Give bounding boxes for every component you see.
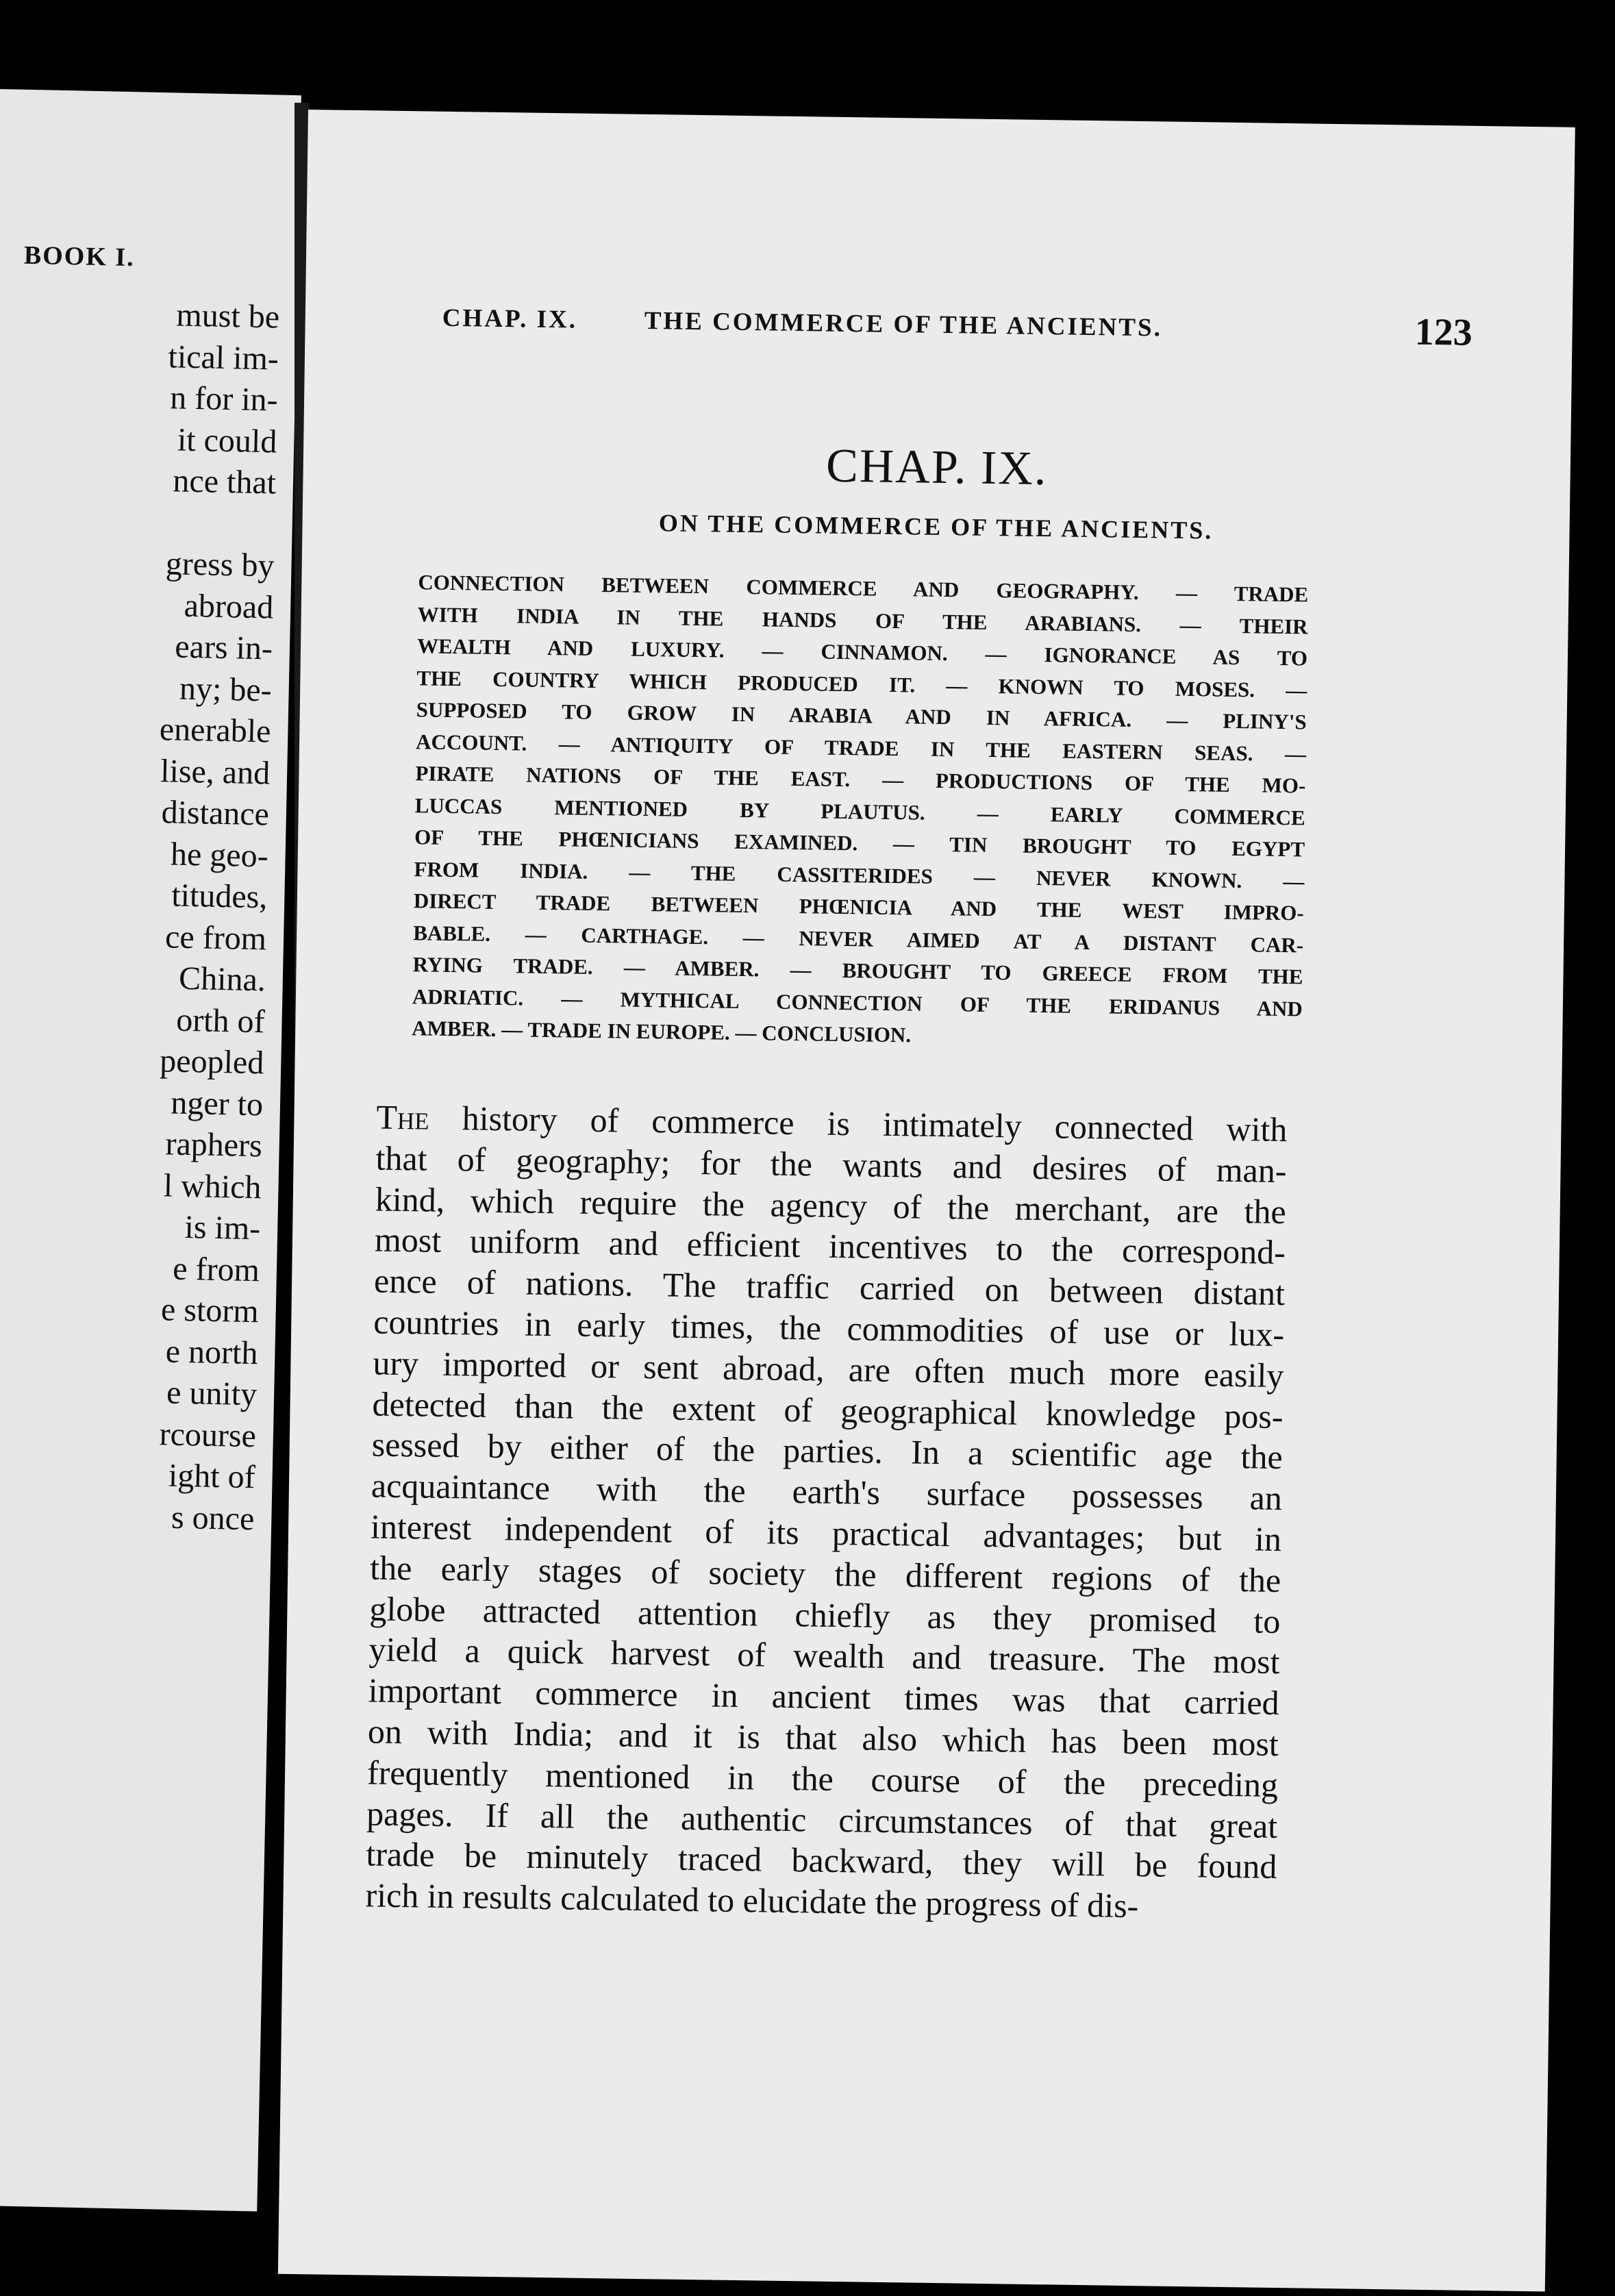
right-page bbox=[278, 110, 1575, 2292]
chapter-subtitle: ON THE COMMERCE OF THE ANCIENTS. bbox=[658, 509, 1214, 545]
left-page-line: e from bbox=[172, 1250, 260, 1288]
left-page-line: e unity bbox=[166, 1374, 258, 1413]
body-line: countries in early times, the commodities of use or lux- bbox=[373, 1302, 1285, 1354]
synopsis-line: RYING TRADE. — AMBER. — BROUGHT TO GREECE FROM THE bbox=[412, 952, 1303, 989]
running-head-title: THE COMMERCE OF THE ANCIENTS. bbox=[644, 306, 1163, 342]
body-line: sessed by either of the parties. In a scientific age the bbox=[371, 1425, 1284, 1477]
synopsis-line: PIRATE NATIONS OF THE EAST. — PRODUCTIONS OF THE MO- bbox=[415, 761, 1306, 798]
left-page-line: titudes, bbox=[171, 877, 268, 916]
left-page-line: e storm bbox=[160, 1291, 260, 1330]
left-page-line: peopled bbox=[159, 1043, 264, 1082]
left-page-line: nce that bbox=[172, 462, 277, 501]
page-number: 123 bbox=[1414, 310, 1473, 354]
body-line: interest independent of its practical advantages; but in bbox=[370, 1507, 1282, 1559]
left-page-line: rcourse bbox=[159, 1415, 257, 1454]
synopsis-line: BABLE. — CARTHAGE. — NEVER AIMED AT A DISTANT CAR- bbox=[412, 920, 1304, 957]
left-page-line: l which bbox=[163, 1166, 262, 1206]
body-line: yield a quick harvest of wealth and treasure. The most bbox=[368, 1630, 1280, 1682]
left-page-line: enerable bbox=[159, 711, 271, 750]
synopsis-line: WEALTH AND LUXURY. — CINNAMON. — IGNORANCE AS TO bbox=[416, 634, 1308, 671]
running-head bbox=[442, 297, 1473, 366]
body-line: important commerce in ancient times was that carried bbox=[368, 1671, 1280, 1723]
left-running-head: BOOK I. bbox=[23, 240, 136, 273]
left-page-line: raphers bbox=[164, 1125, 263, 1164]
left-page-line: must be bbox=[175, 297, 280, 336]
body-line-text: history of commerce is intimately connected with bbox=[462, 1099, 1288, 1149]
left-page-line: it could bbox=[177, 421, 277, 460]
left-page-line: China. bbox=[178, 960, 266, 999]
left-page-line: gress by bbox=[165, 545, 275, 584]
left-page bbox=[0, 89, 301, 2212]
body-line: globe attracted attention chiefly as they promised to bbox=[369, 1589, 1281, 1640]
left-page-line: ears in- bbox=[174, 628, 273, 667]
left-page-line: e north bbox=[165, 1332, 258, 1371]
left-page-line: abroad bbox=[184, 587, 274, 626]
synopsis-line: OF THE PHŒNICIANS EXAMINED. — TIN BROUGHT TO EGYPT bbox=[414, 825, 1305, 862]
synopsis-line: AMBER. — TRADE IN EUROPE. — CONCLUSION. bbox=[412, 1016, 912, 1047]
body-line: that of geography; for the wants and desires of man- bbox=[375, 1138, 1287, 1190]
synopsis-line: FROM INDIA. — THE CASSITERIDES — NEVER KNOWN. — bbox=[414, 856, 1305, 893]
running-head-chapter: CHAP. IX. bbox=[442, 303, 578, 334]
left-page-line: nger to bbox=[170, 1084, 264, 1123]
body-line: ury imported or sent abroad, are often much more easily bbox=[373, 1343, 1284, 1395]
synopsis-line: LUCCAS MENTIONED BY PLAUTUS. — EARLY COMMERCE bbox=[414, 793, 1305, 829]
body-text bbox=[365, 1097, 1288, 1929]
synopsis-line: ADRIATIC. — MYTHICAL CONNECTION OF THE ERIDANUS AND bbox=[412, 984, 1303, 1021]
left-page-line: n for in- bbox=[169, 379, 279, 419]
body-line: on with India; and it is that also which has been most bbox=[367, 1712, 1279, 1763]
left-page-line: lise, and bbox=[160, 752, 271, 791]
synopsis-line: ACCOUNT. — ANTIQUITY OF TRADE IN THE EASTERN SEAS. — bbox=[415, 729, 1307, 766]
synopsis-line: CONNECTION BETWEEN COMMERCE AND GEOGRAPHY. — TRADE bbox=[418, 570, 1309, 607]
body-line: the early stages of society the different regions of the bbox=[369, 1548, 1281, 1599]
body-line: pages. If all the authentic circumstances of that great bbox=[366, 1793, 1278, 1845]
left-page-line: orth of bbox=[175, 1001, 266, 1040]
body-line: trade be minutely traced backward, they will be found bbox=[366, 1834, 1277, 1886]
left-page-line: distance bbox=[161, 794, 270, 833]
body-line: rich in results calculated to elucidate the progress of dis- bbox=[365, 1875, 1139, 1925]
left-page-line: ce from bbox=[164, 918, 267, 957]
left-page-line bbox=[164, 502, 276, 546]
left-page-line: ny; be- bbox=[179, 670, 273, 708]
synopsis-line: DIRECT TRADE BETWEEN PHŒNICIA AND THE WEST IMPRO- bbox=[413, 888, 1305, 925]
left-page-line: ight of bbox=[168, 1457, 256, 1496]
left-page-line: he geo- bbox=[170, 835, 269, 874]
body-line: most uniform and efficient incentives to the correspond- bbox=[374, 1220, 1286, 1272]
body-line: ence of nations. The traffic carried on between distant bbox=[373, 1261, 1286, 1313]
body-line: frequently mentioned in the course of the preceding bbox=[366, 1753, 1279, 1804]
left-page-line: tical im- bbox=[168, 338, 279, 377]
left-page-text bbox=[142, 295, 280, 1540]
synopsis-line: SUPPOSED TO GROW IN ARABIA AND IN AFRICA. — PLINY'S bbox=[416, 697, 1307, 734]
body-first-word: The bbox=[376, 1097, 430, 1137]
chapter-heading: CHAP. IX. bbox=[825, 439, 1048, 496]
left-page-line: is im- bbox=[184, 1209, 261, 1247]
chapter-synopsis bbox=[412, 566, 1309, 1057]
body-line: kind, which require the agency of the merchant, are the bbox=[375, 1180, 1287, 1231]
body-line: detected than the extent of geographical knowledge pos- bbox=[372, 1384, 1284, 1436]
synopsis-line: WITH INDIA IN THE HANDS OF THE ARABIANS. — THEIR bbox=[417, 601, 1308, 638]
synopsis-line: THE COUNTRY WHICH PRODUCED IT. — KNOWN TO MOSES. — bbox=[416, 665, 1307, 702]
left-page-line: s once bbox=[171, 1499, 255, 1537]
body-line: acquaintance with the earth's surface possesses an bbox=[371, 1466, 1283, 1518]
